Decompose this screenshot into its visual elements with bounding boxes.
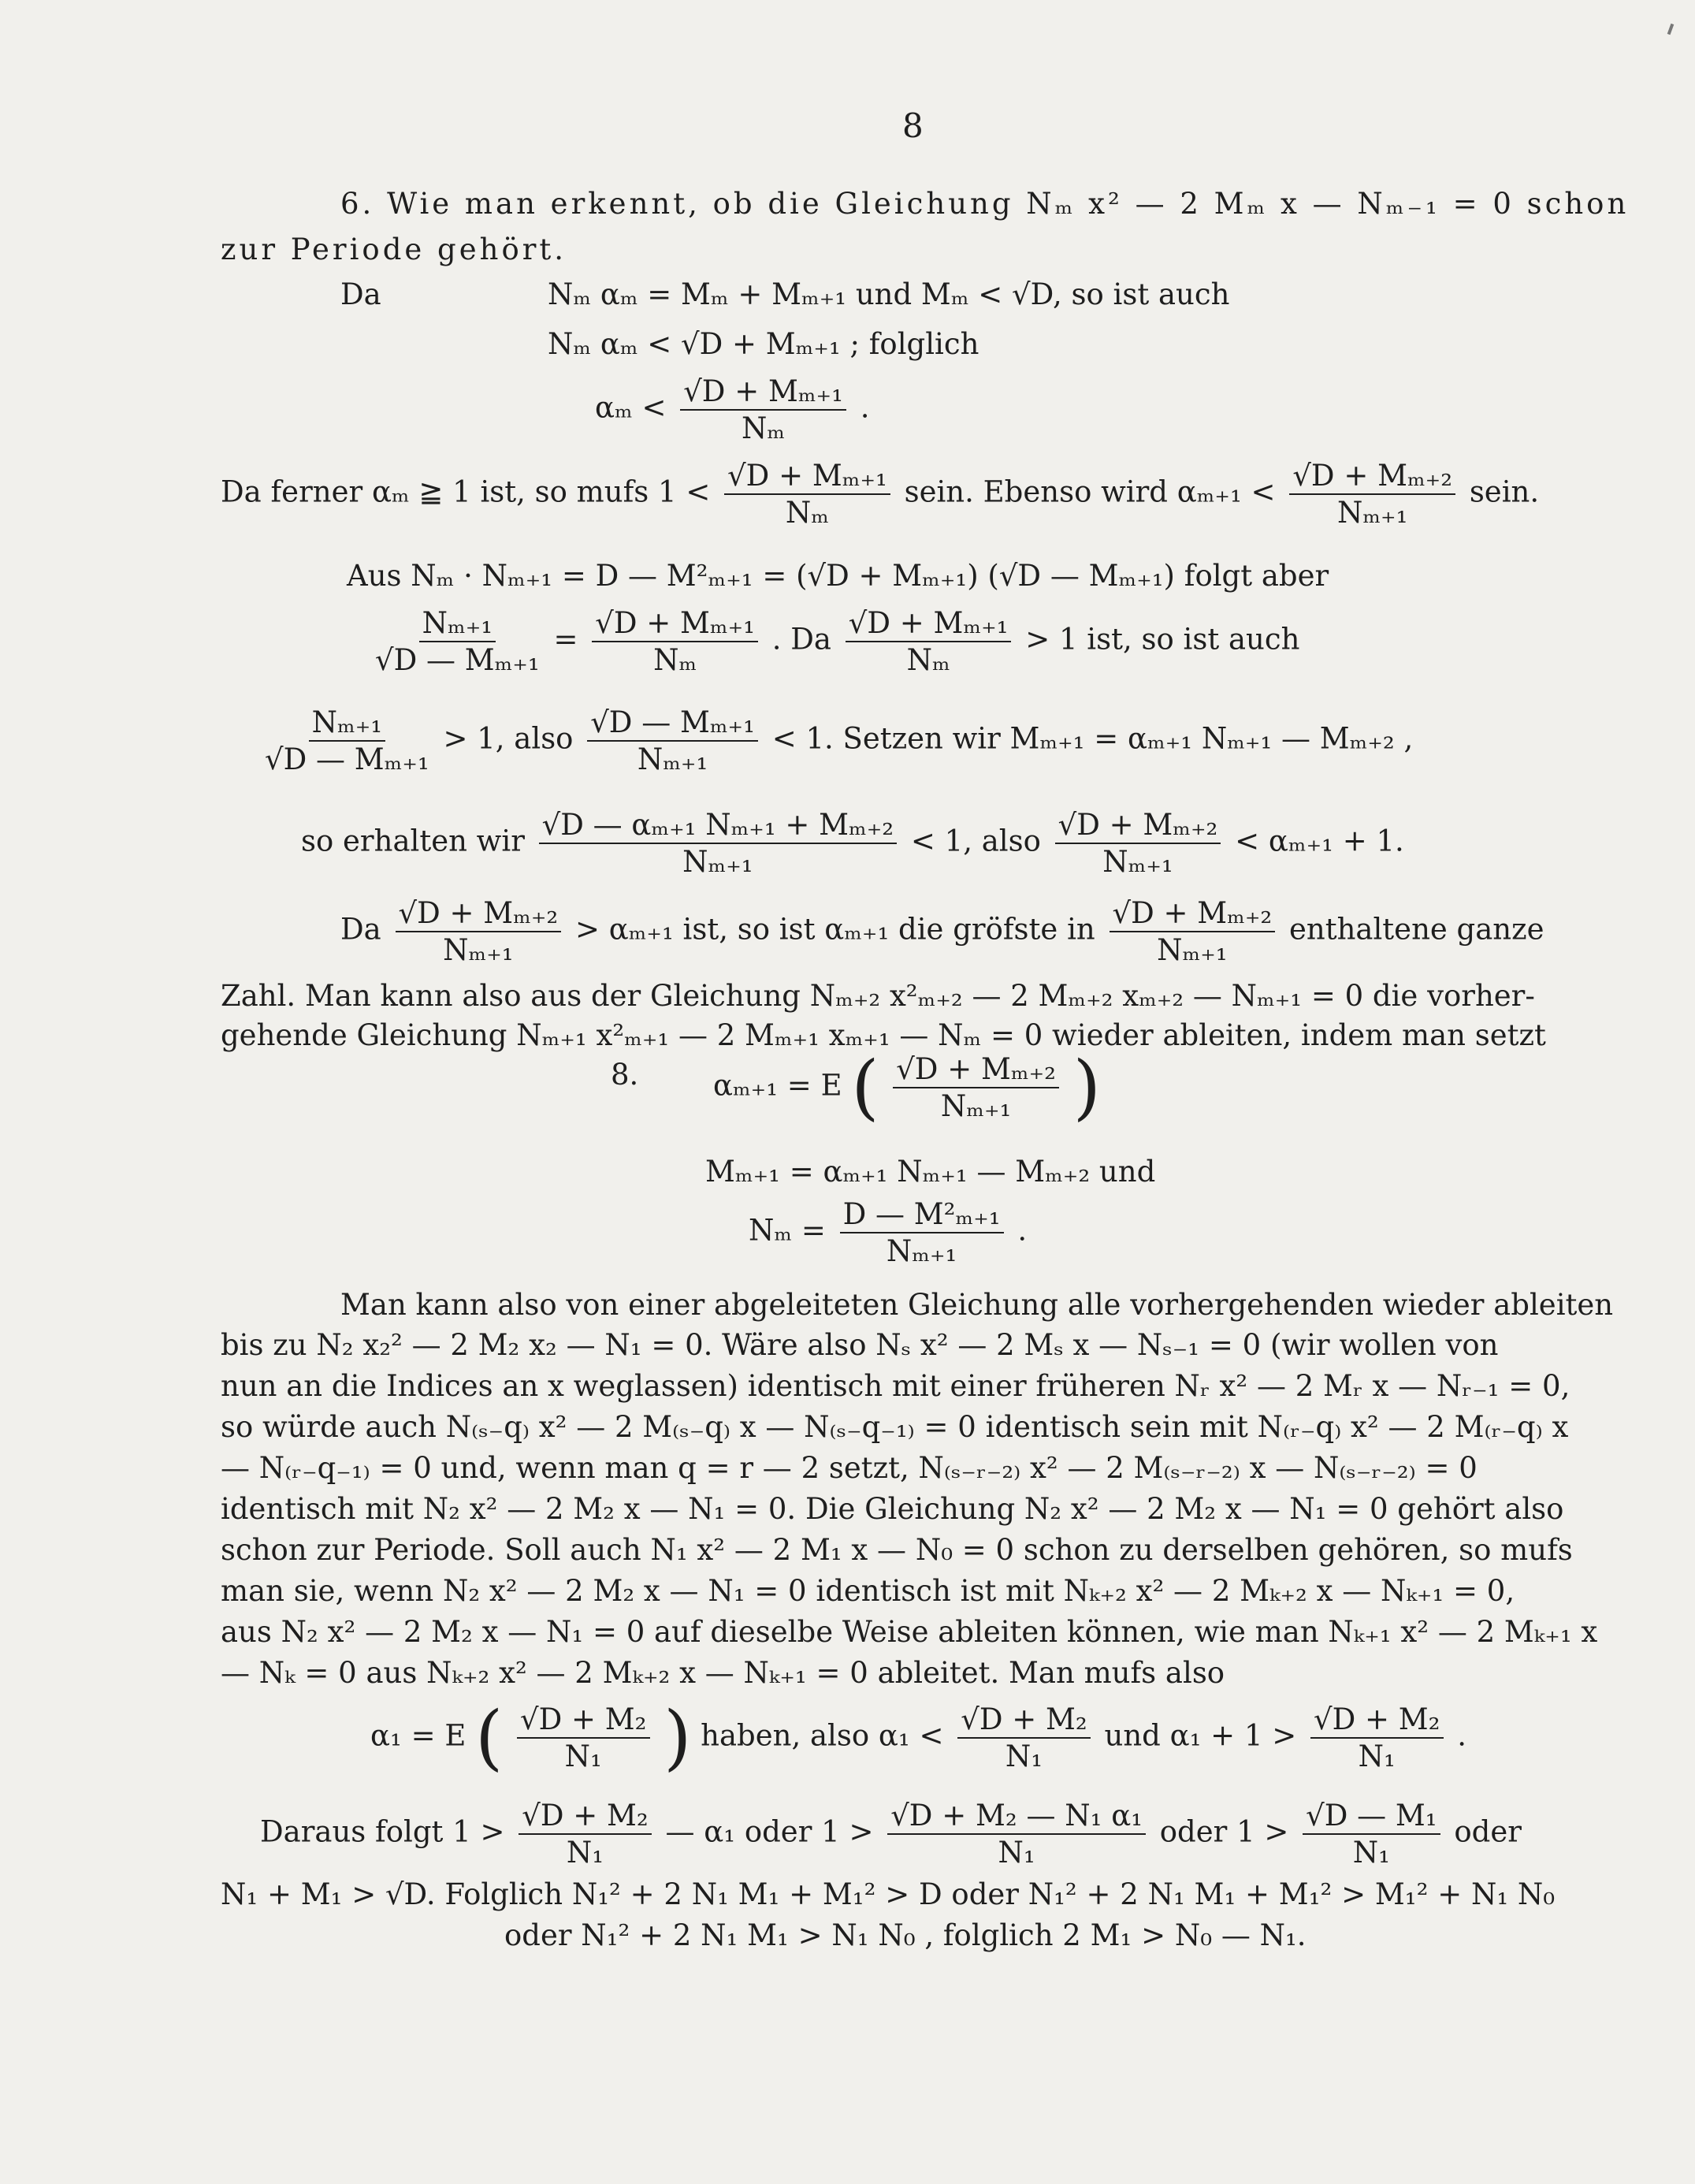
fraction-denominator: Nₘ <box>785 496 829 530</box>
text: Daraus folgt 1 > <box>260 1814 505 1849</box>
text: . Da <box>771 622 831 657</box>
fraction-denominator: Nₘ₊₁ <box>637 742 708 776</box>
fraction-numerator: √D + Mₘ₊₁ <box>724 461 890 495</box>
equation-8-line3 <box>749 1197 1028 1268</box>
fraction-numerator: √D + Mₘ₊₂ <box>1110 899 1276 932</box>
paragraph-line: identisch mit N₂ x² — 2 M₂ x — N₁ = 0. Die Gleichung N₂ x² — 2 M₂ x — N₁ = 0 gehört also <box>221 1492 1564 1526</box>
text: . <box>1017 1213 1028 1248</box>
fraction-numerator: √D + Mₘ₊₁ <box>592 608 758 642</box>
fraction-denominator: Nₘ₊₁ <box>886 1234 957 1268</box>
paragraph-line: — N₍ᵣ₋q₋₁₎ = 0 und, wenn man q = r — 2 setzt, N₍ₛ₋ᵣ₋₂₎ x² — 2 M₍ₛ₋ᵣ₋₂₎ x — N₍ₛ₋ᵣ₋₂₎ = 0 <box>221 1451 1478 1485</box>
fraction-denominator: Nₘ₊₁ <box>443 933 514 967</box>
text-line-ferner <box>221 459 1540 530</box>
fraction <box>887 1799 1146 1870</box>
fraction-denominator: N₁ <box>1352 1836 1390 1870</box>
text: enthaltene ganze <box>1288 912 1544 947</box>
fraction-numerator: √D + Mₘ₊₂ <box>1289 461 1455 495</box>
eq3-end: . <box>860 390 870 425</box>
fraction-numerator: √D + M₂ — N₁ α₁ <box>887 1801 1146 1835</box>
fraction <box>587 705 758 776</box>
equation-2: Nₘ αₘ < √D + Mₘ₊₁ ; folglich <box>548 327 979 361</box>
text: so erhalten wir <box>301 824 525 858</box>
fraction <box>592 608 758 675</box>
paragraph-line: schon zur Periode. Soll auch N₁ x² — 2 M₁ x — N₀ = 0 schon zu derselben gehören, so mufs <box>221 1533 1573 1567</box>
fraction-numerator: √D + M₂ <box>957 1705 1090 1739</box>
fraction <box>846 608 1012 675</box>
text-line: gehende Gleichung Nₘ₊₁ x²ₘ₊₁ — 2 Mₘ₊₁ xₘ₊₁ — Nₘ = 0 wieder ableiten, indem man setzt <box>221 1018 1546 1052</box>
text: . <box>1457 1718 1467 1753</box>
fraction <box>1310 1702 1443 1773</box>
equation-daraus <box>260 1799 1522 1870</box>
text: > 1, also <box>443 721 574 756</box>
paragraph-line: so würde auch N₍ₛ₋q₎ x² — 2 M₍ₛ₋q₎ x — N₍ₛ₋q₋₁₎ = 0 identisch sein mit N₍ᵣ₋q₎ x² — 2 M₍ᵣ₋q₎ x <box>221 1410 1569 1444</box>
text: — α₁ oder 1 > <box>665 1814 874 1849</box>
fraction <box>724 459 890 530</box>
text: Da ferner αₘ ≧ 1 ist, so mufs 1 < <box>221 474 711 509</box>
text-line: Zahl. Man kann also aus der Gleichung Nₘ₊₂ x²ₘ₊₂ — 2 Mₘ₊₂ xₘ₊₂ — Nₘ₊₁ = 0 die vorher- <box>221 979 1535 1013</box>
text-line-aus: Aus Nₘ · Nₘ₊₁ = D — M²ₘ₊₁ = (√D + Mₘ₊₁) (√D — Mₘ₊₁) folgt aber <box>347 559 1329 593</box>
fraction-denominator: Nₘ₊₁ <box>1102 845 1173 879</box>
fraction-numerator: √D — M₁ <box>1303 1801 1440 1835</box>
page-number: 8 <box>902 106 924 145</box>
equals: = <box>553 622 578 657</box>
scan-mark <box>1667 24 1675 35</box>
text: sein. <box>1469 474 1540 509</box>
fraction-denominator: √D — Mₘ₊₁ <box>375 643 540 677</box>
section-heading: 6. Wie man erkennt, ob die Gleichung Nₘ x² — 2 Mₘ x — Nₘ₋₁ = 0 schon <box>340 187 1630 221</box>
equation-1: Nₘ αₘ = Mₘ + Mₘ₊₁ und Mₘ < √D, so ist auch <box>548 277 1230 311</box>
equation-8 <box>713 1046 1101 1129</box>
text: αₘ₊₁ = E <box>713 1068 842 1103</box>
fraction-denominator: Nₘ₊₁ <box>682 845 753 879</box>
fraction-denominator: N₁ <box>564 1739 602 1773</box>
text: Nₘ = <box>749 1213 826 1248</box>
fraction <box>840 1197 1004 1268</box>
fraction-numerator: √D + Mₘ₊₂ <box>1055 810 1221 844</box>
fraction-numerator: √D + M₂ <box>1310 1705 1443 1739</box>
fraction <box>1110 896 1276 967</box>
fraction-numerator: √D + Mₘ₊₁ <box>680 377 846 411</box>
equation-line <box>260 705 1414 776</box>
fraction-denominator: N₁ <box>566 1836 604 1870</box>
equation-alpha <box>370 1696 1467 1779</box>
equation-line <box>301 808 1404 879</box>
equation-3 <box>595 374 870 445</box>
fraction <box>519 1799 651 1870</box>
fraction-numerator: √D + M₂ <box>519 1801 651 1835</box>
fraction-numerator: Nₘ₊₁ <box>309 708 385 742</box>
fraction <box>957 1702 1090 1773</box>
paragraph-line: man sie, wenn N₂ x² — 2 M₂ x — N₁ = 0 identisch ist mit Nₖ₊₂ x² — 2 Mₖ₊₂ x — Nₖ₊₁ = 0, <box>221 1574 1515 1608</box>
fraction-numerator: √D — αₘ₊₁ Nₘ₊₁ + Mₘ₊₂ <box>539 810 897 844</box>
fraction <box>517 1702 649 1773</box>
equation-8-label: 8. <box>611 1058 639 1092</box>
final-line-2: oder N₁² + 2 N₁ M₁ > N₁ N₀ , folglich 2 M₁ > N₀ — N₁. <box>504 1918 1307 1952</box>
fraction-numerator: √D + M₂ <box>517 1705 649 1739</box>
paragraph-line: aus N₂ x² — 2 M₂ x — N₁ = 0 auf dieselbe Weise ableiten können, wie man Nₖ₊₁ x² — 2 Mₖ₊₁ x <box>221 1615 1598 1649</box>
paren-close: ) <box>1072 1046 1101 1129</box>
paren-close: ) <box>664 1696 692 1779</box>
fraction-numerator: √D + Mₘ₊₂ <box>396 899 562 932</box>
text: > αₘ₊₁ ist, so ist αₘ₊₁ die gröfste in <box>574 912 1095 947</box>
paragraph-line: — Nₖ = 0 aus Nₖ₊₂ x² — 2 Mₖ₊₂ x — Nₖ₊₁ = 0 ableitet. Man mufs also <box>221 1656 1225 1690</box>
fraction-denominator: Nₘ₊₁ <box>1157 933 1228 967</box>
text: haben, also α₁ < <box>701 1718 944 1753</box>
fraction <box>1303 1799 1440 1870</box>
text: < 1, also <box>910 824 1041 858</box>
fraction <box>1289 459 1455 530</box>
fraction-denominator: Nₘ <box>653 643 697 677</box>
fraction-denominator: N₁ <box>998 1836 1035 1870</box>
equation-8-line2: Mₘ₊₁ = αₘ₊₁ Nₘ₊₁ — Mₘ₊₂ und <box>705 1155 1156 1189</box>
fraction <box>680 374 846 445</box>
fraction <box>396 896 562 967</box>
paragraph-line: Man kann also von einer abgeleiteten Gleichung alle vorhergehenden wieder ableiten <box>340 1288 1614 1322</box>
fraction-numerator: √D — Mₘ₊₁ <box>587 708 758 742</box>
paragraph-line: nun an die Indices an x weglassen) identisch mit einer früheren Nᵣ x² — 2 Mᵣ x — Nᵣ₋₁ = 0, <box>221 1369 1570 1403</box>
paragraph-line: bis zu N₂ x₂² — 2 M₂ x₂ — N₁ = 0. Wäre also Nₛ x² — 2 Mₛ x — Nₛ₋₁ = 0 (wir wollen von <box>221 1328 1499 1362</box>
text: α₁ = E <box>370 1718 466 1753</box>
equation-line <box>370 608 1299 675</box>
section-heading-cont: zur Periode gehört. <box>221 233 567 266</box>
text: > 1 ist, so ist auch <box>1025 622 1300 657</box>
fraction-denominator: Nₘ <box>742 411 786 445</box>
fraction <box>1055 808 1221 879</box>
fraction-denominator: Nₘ <box>906 643 950 677</box>
eq3-left: αₘ < <box>595 390 667 425</box>
text-da: Da <box>340 277 381 311</box>
fraction-denominator: √D — Mₘ₊₁ <box>265 742 429 776</box>
final-line-1: N₁ + M₁ > √D. Folglich N₁² + 2 N₁ M₁ + M₁² > D oder N₁² + 2 N₁ M₁ + M₁² > M₁² + N₁ N₀ <box>221 1877 1556 1911</box>
fraction-numerator: √D + Mₘ₊₂ <box>893 1055 1059 1088</box>
equation-line <box>340 896 1544 967</box>
fraction-numerator: √D + Mₘ₊₁ <box>846 608 1012 642</box>
paren-open: ( <box>851 1046 879 1129</box>
fraction-numerator: Nₘ₊₁ <box>419 608 496 642</box>
text: oder 1 > <box>1159 1814 1289 1849</box>
fraction-denominator: Nₘ₊₁ <box>1336 496 1408 530</box>
paren-open: ( <box>475 1696 504 1779</box>
fraction-numerator: D — M²ₘ₊₁ <box>840 1200 1004 1233</box>
fraction-denominator: N₁ <box>1005 1739 1043 1773</box>
text: < 1. Setzen wir Mₘ₊₁ = αₘ₊₁ Nₘ₊₁ — Mₘ₊₂ , <box>771 721 1414 756</box>
fraction-denominator: N₁ <box>1358 1739 1396 1773</box>
text: < αₘ₊₁ + 1. <box>1235 824 1404 858</box>
fraction <box>375 608 540 675</box>
text: und α₁ + 1 > <box>1104 1718 1297 1753</box>
fraction <box>265 705 429 776</box>
text: sein. Ebenso wird αₘ₊₁ < <box>904 474 1276 509</box>
fraction <box>539 808 897 879</box>
fraction-denominator: Nₘ₊₁ <box>940 1089 1012 1123</box>
text: oder <box>1454 1814 1522 1849</box>
text: Da <box>340 912 381 947</box>
fraction <box>893 1052 1059 1123</box>
